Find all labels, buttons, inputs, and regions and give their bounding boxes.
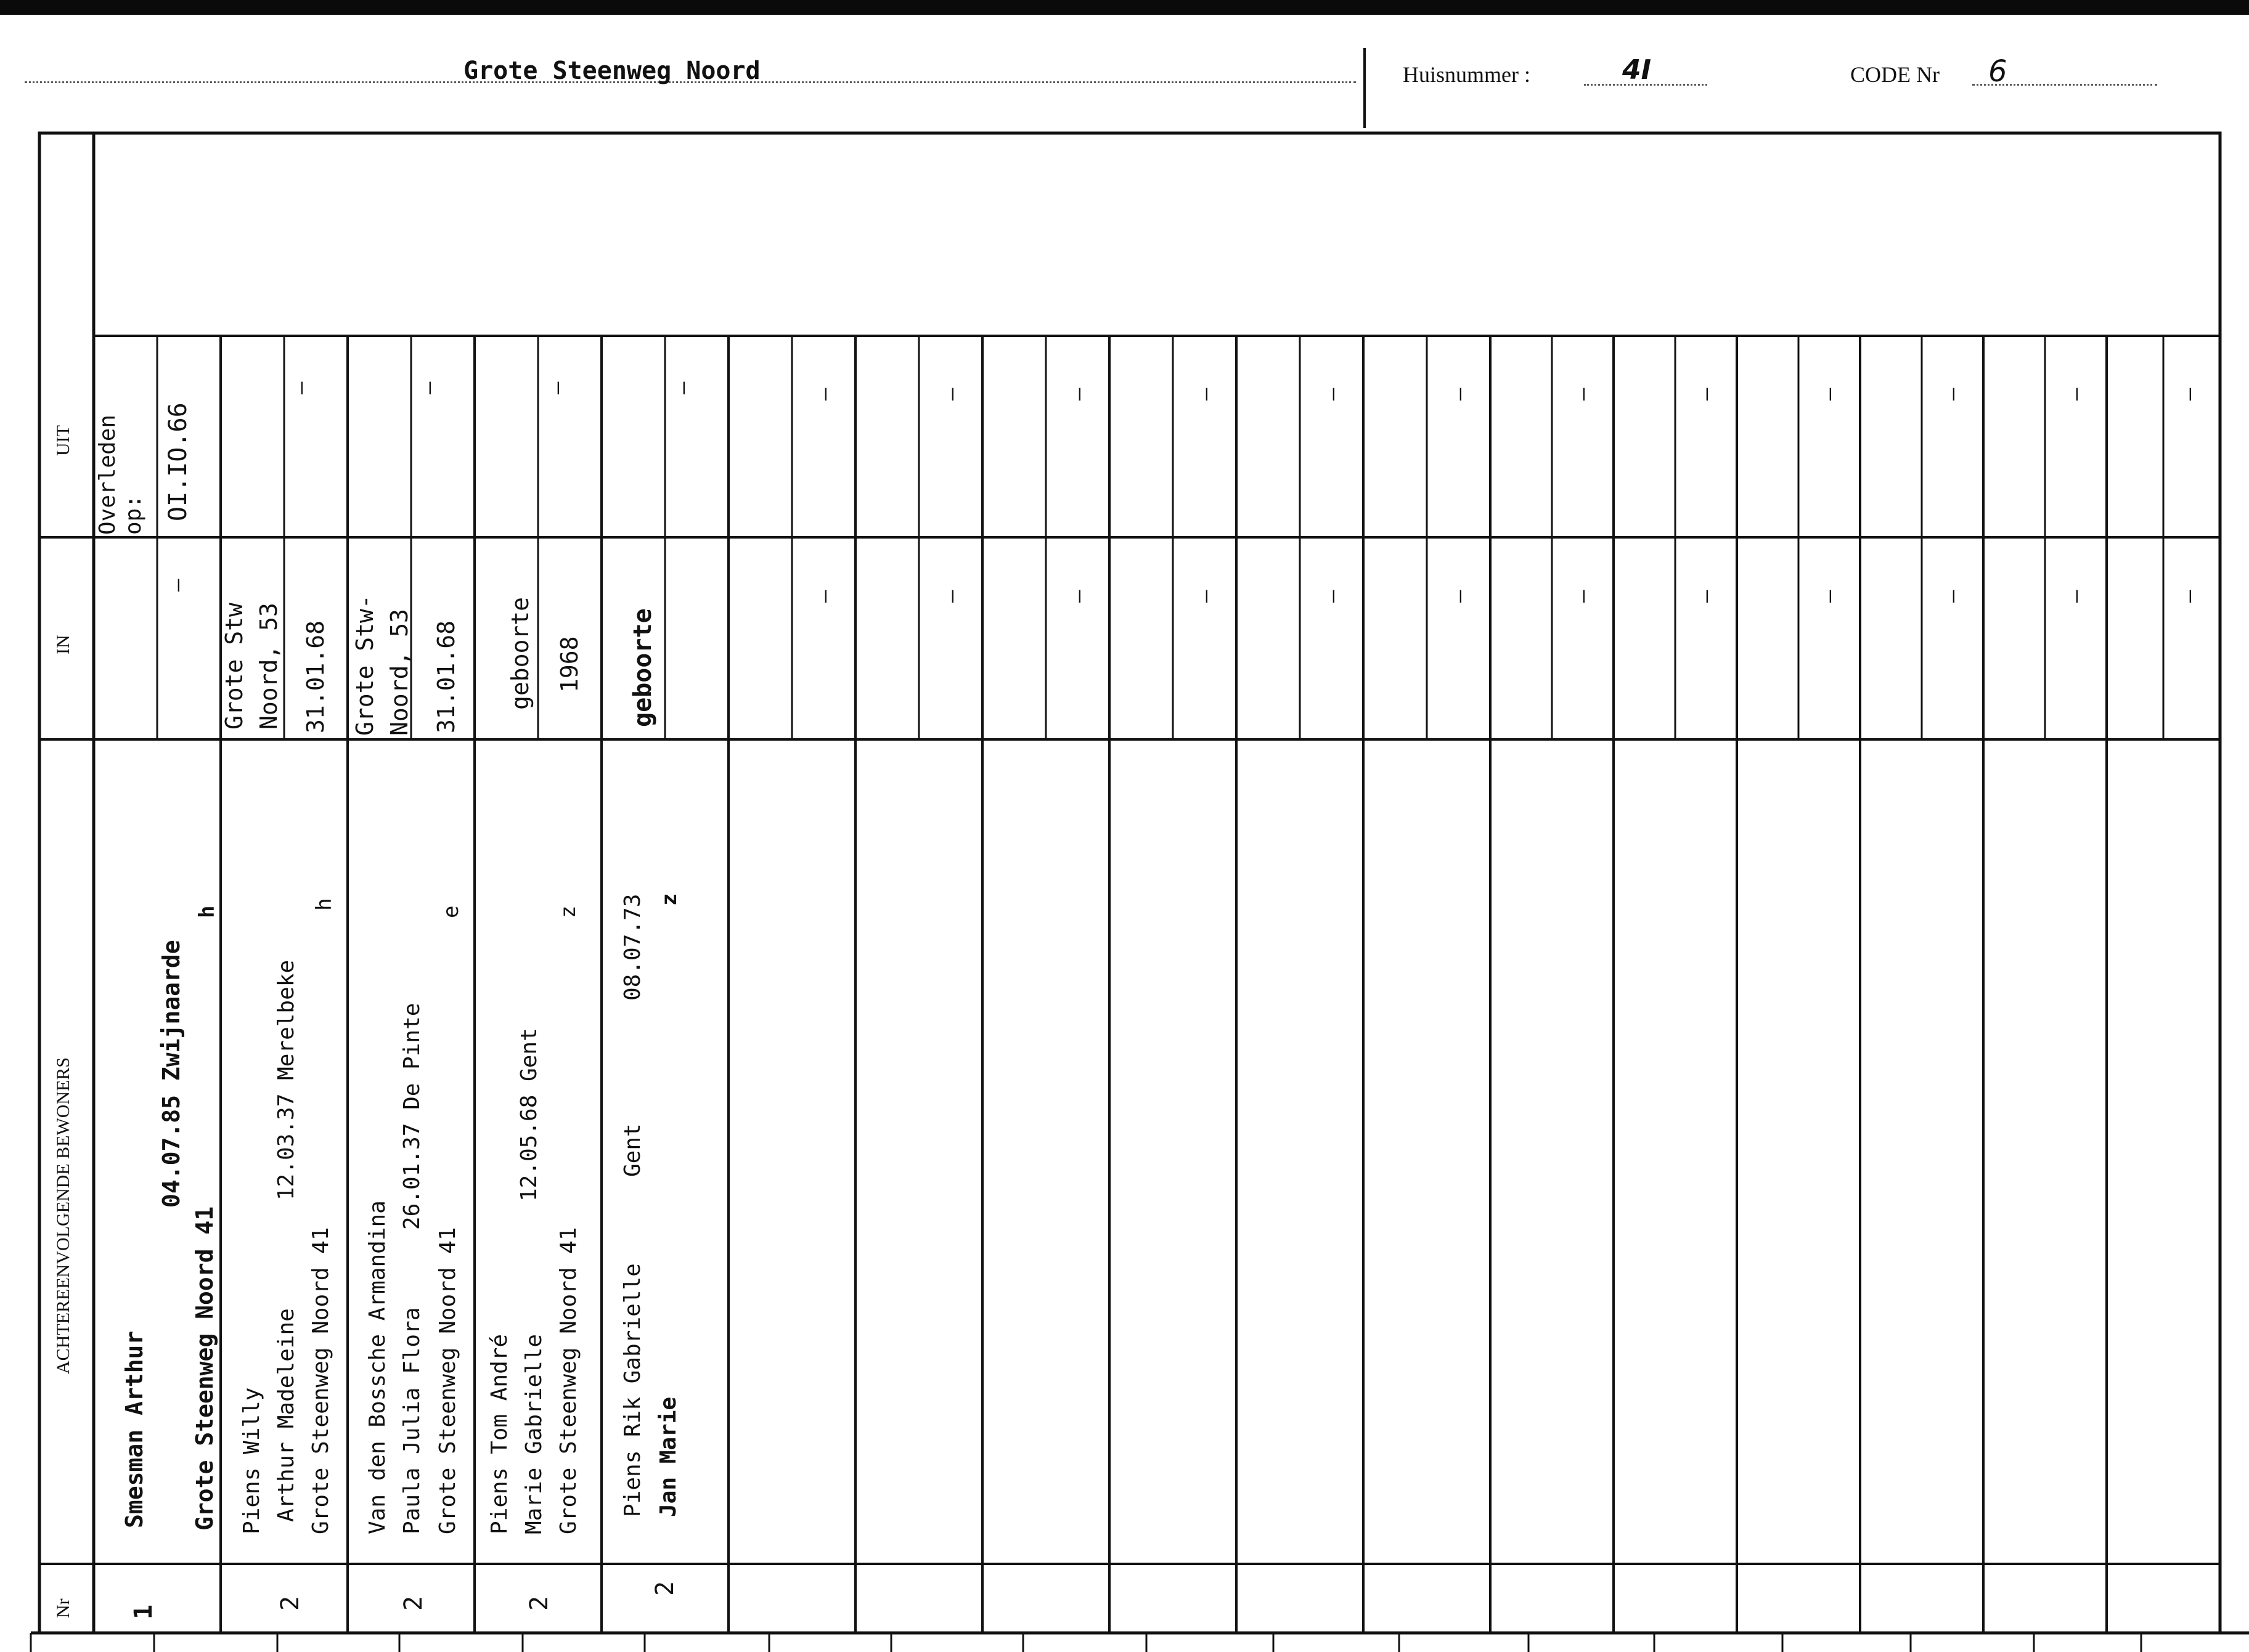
empty-dash-mark: — (1694, 388, 1718, 401)
entry-3-uit: — (417, 381, 441, 394)
entry-1-uit-date: OI.IO.66 (164, 402, 192, 521)
entry-2-partner: Arthur Madeleine (274, 1308, 299, 1522)
entry-2-in-date: 31.01.68 (302, 620, 329, 733)
empty-dash-mark: — (1066, 590, 1091, 603)
empty-dash-mark: — (1817, 590, 1842, 603)
label-nr: Nr (53, 1598, 73, 1618)
entry-1-birth: 04.07.85 Zwijnaarde (158, 940, 185, 1208)
empty-dash-mark: — (1694, 590, 1718, 603)
entry-2-uit: — (288, 381, 313, 394)
entry-3-in-line2: Noord, 53 (386, 609, 413, 736)
label-bewoners: ACHTEREENVOLGENDE BEWONERS (53, 1057, 73, 1374)
empty-dash-mark: — (1940, 590, 1965, 603)
entry-4-birth: 12.05.68 Gent (516, 1028, 542, 1202)
entry-1-nr: 1 (129, 1604, 158, 1619)
empty-dash-mark: — (812, 388, 837, 401)
entry-5-nr: 2 (651, 1581, 679, 1596)
entry-5-in: geboorte (629, 608, 657, 727)
entry-5-name: Piens Rik Gabrielle (620, 1263, 645, 1517)
entry-1-address: Grote Steenweg Noord 41 (191, 1206, 218, 1531)
entry-3-birth: 26.01.37 De Pinte (399, 1003, 425, 1230)
empty-dash-mark: — (939, 590, 964, 603)
entry-2-in-line1: Grote Stw (221, 603, 248, 730)
entry-4-in-line2: 1968 (556, 636, 583, 693)
entry-2-name: Piens Willy (239, 1387, 264, 1534)
entry-3-mark: e (439, 905, 463, 918)
code-number-value: 6 (1988, 54, 2007, 89)
entry-3-address: Grote Steenweg Noord 41 (435, 1227, 460, 1534)
empty-dash-mark: — (1320, 590, 1345, 603)
entry-5-partner: Jan Marie (656, 1396, 681, 1517)
house-number-label: Huisnummer : (1403, 62, 1530, 87)
entry-1-mark: h (195, 905, 219, 918)
entry-3-partner: Paula Julia Flora (399, 1307, 425, 1534)
entry-4-uit: — (545, 381, 569, 394)
entry-4-name: Piens Tom André (487, 1333, 512, 1534)
entry-2-in-line2: Noord, 53 (255, 603, 282, 730)
entry-3-in-line1: Grote Stw- (351, 595, 378, 736)
empty-dash-mark: — (1940, 388, 1965, 401)
entry-1-name: Smesman Arthur (121, 1330, 148, 1528)
empty-dash-mark: — (1817, 388, 1842, 401)
empty-dash-mark: — (1447, 590, 1472, 603)
empty-dash-mark: — (1193, 590, 1218, 603)
code-number-label: CODE Nr (1850, 62, 1940, 87)
empty-dash-mark: — (1570, 590, 1595, 603)
entry-2-mark: h (312, 898, 337, 911)
entry-3-nr: 2 (399, 1595, 428, 1611)
empty-dash-mark: — (1193, 388, 1218, 401)
house-number-value: 4I (1622, 54, 1651, 86)
empty-dash-mark: — (1066, 388, 1091, 401)
entry-3-name: Van den Bossche Armandina (365, 1200, 390, 1534)
entry-1-uit-line1: Overleden (95, 414, 120, 535)
empty-dash-mark: — (2063, 590, 2088, 603)
empty-dash-mark: — (1447, 388, 1472, 401)
empty-dash-mark: — (2177, 590, 2202, 603)
empty-dash-mark: — (1570, 388, 1595, 401)
entry-3-in-date: 31.01.68 (433, 620, 460, 733)
entry-1-in: — (165, 579, 190, 592)
label-in: IN (53, 635, 73, 654)
entry-1-uit-line2: op: (121, 494, 146, 535)
entry-2-birth: 12.03.37 Merelbeke (274, 959, 299, 1200)
entry-2-address: Grote Steenweg Noord 41 (308, 1227, 333, 1534)
entry-4-nr: 2 (525, 1595, 553, 1611)
entry-4-address: Grote Steenweg Noord 41 (556, 1227, 581, 1534)
label-uit: UIT (53, 425, 73, 456)
empty-dash-mark: — (812, 590, 837, 603)
empty-dash-mark: — (2177, 388, 2202, 401)
empty-dash-mark: — (1320, 388, 1345, 401)
empty-dash-mark: — (939, 388, 964, 401)
entry-5-place: Gent (620, 1123, 645, 1177)
entry-5-date: 08.07.73 (620, 893, 645, 1001)
entry-4-partner: Marie Gabrielle (521, 1333, 547, 1534)
empty-dash-mark: — (2063, 388, 2088, 401)
entry-5-mark: z (657, 893, 682, 906)
entry-5-uit: — (671, 381, 695, 394)
entry-4-in-line1: geboorte (507, 596, 534, 710)
entry-2-nr: 2 (276, 1595, 304, 1611)
entry-4-mark: z (556, 905, 581, 918)
street-name: Grote Steenweg Noord (463, 57, 761, 85)
